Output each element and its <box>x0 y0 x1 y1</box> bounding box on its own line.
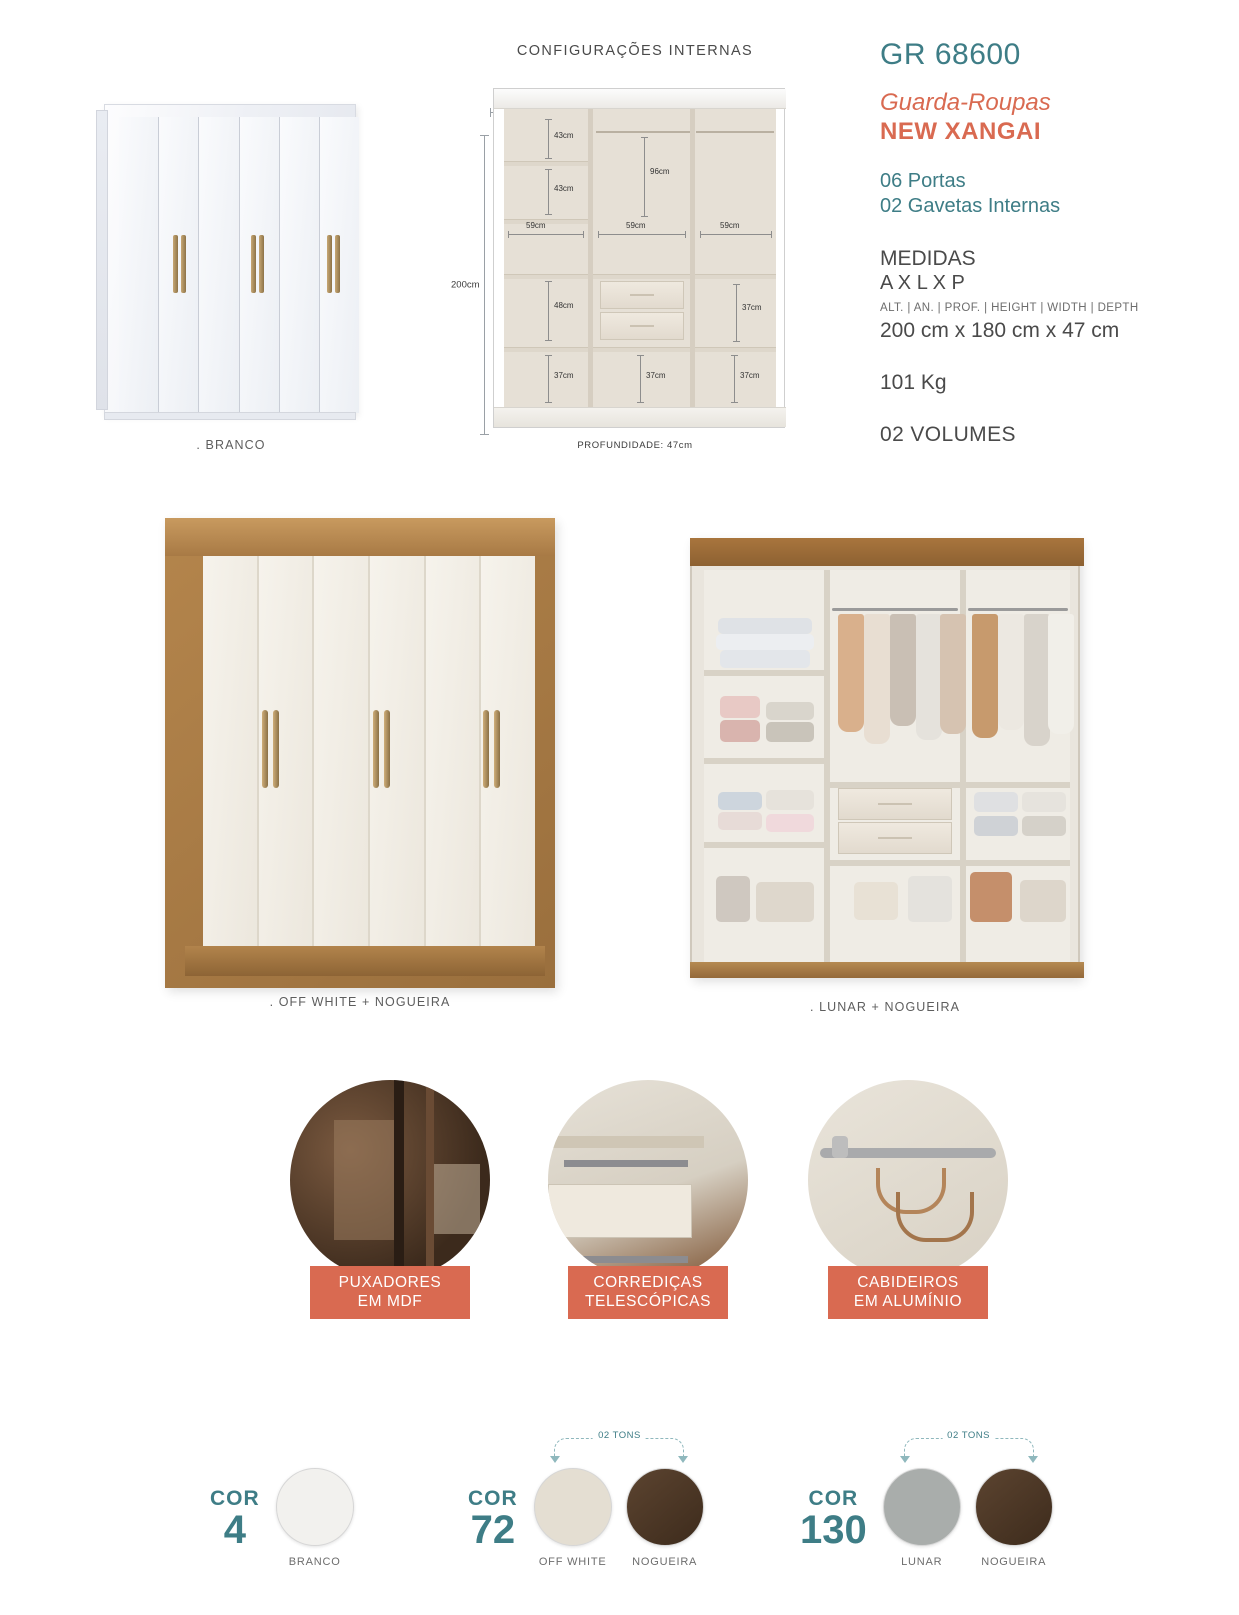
wardrobe-top-cap <box>690 538 1084 566</box>
internal-configuration-diagram <box>451 40 815 460</box>
middle-section <box>0 500 1239 1045</box>
caption-offwhite: . OFF WHITE + NOGUEIRA <box>269 995 451 1009</box>
storage-box <box>1020 880 1066 922</box>
folded-clothes <box>718 792 762 810</box>
feature-cabideiros <box>808 1080 1008 1319</box>
storage-jar <box>908 876 952 922</box>
dim-bottom-left: 37cm <box>554 371 574 380</box>
folded-clothes <box>766 790 814 810</box>
handle-icon <box>384 710 390 788</box>
handle-icon <box>181 235 186 293</box>
color-word: COR <box>808 1487 859 1510</box>
dim-bottom-center: 37cm <box>646 371 666 380</box>
swatch-circle <box>534 1468 612 1546</box>
feature-label-line1: CORREDIÇAS <box>593 1274 703 1291</box>
folded-clothes <box>1022 816 1066 836</box>
handle-icon <box>251 235 256 293</box>
wardrobe-interior-lunar <box>704 570 1070 962</box>
pillow <box>720 650 810 668</box>
swatch-label: NOGUEIRA <box>632 1556 698 1568</box>
measures-legend: ALT. | AN. | PROF. | HEIGHT | WIDTH | DEPTH <box>880 301 1139 314</box>
feature-photo <box>808 1080 1008 1280</box>
shelf <box>593 274 690 279</box>
hanging-rod <box>968 608 1068 611</box>
top-section <box>0 0 1239 480</box>
shelf <box>504 347 588 352</box>
dim-col-center: 59cm <box>626 221 646 230</box>
product-info <box>880 38 1210 447</box>
dim-right-mid: 37cm <box>742 303 762 312</box>
color-code <box>468 1487 518 1552</box>
hanging-garment <box>916 614 942 740</box>
feature-photo <box>290 1080 490 1280</box>
folded-clothes <box>974 792 1018 812</box>
door <box>119 117 159 413</box>
features-section <box>0 1080 1239 1340</box>
folded-clothes <box>766 722 814 742</box>
feature-photo <box>548 1080 748 1280</box>
measures-value: 200 cm x 180 cm x 47 cm <box>880 318 1120 342</box>
storage-box <box>756 882 814 922</box>
swatch-lunar <box>883 1430 990 1568</box>
colors-section <box>0 1430 1239 1615</box>
color-option-130 <box>800 1430 1067 1568</box>
handle-icon <box>262 710 268 788</box>
door <box>159 117 199 413</box>
hanging-garment <box>890 614 916 726</box>
swatch-circle <box>626 1468 704 1546</box>
shelf <box>704 758 824 764</box>
color-number: 72 <box>470 1508 516 1552</box>
divider <box>824 570 830 962</box>
shelf <box>695 347 776 352</box>
dim-col-left: 59cm <box>526 221 546 230</box>
folded-clothes <box>718 812 762 830</box>
divider <box>588 109 593 409</box>
handbag <box>970 872 1012 922</box>
product-name-block <box>880 88 1210 147</box>
door <box>314 556 370 946</box>
wardrobe-frame-lunar <box>690 538 1080 978</box>
hanging-garment <box>838 614 864 732</box>
feature-label-line2: EM ALUMÍNIO <box>853 1293 963 1311</box>
shelf <box>593 347 690 352</box>
color-code <box>210 1487 260 1552</box>
swatch-nogueira <box>626 1468 704 1568</box>
folded-clothes <box>766 702 814 720</box>
two-tones-indicator <box>544 1426 694 1460</box>
swatch-circle <box>276 1468 354 1546</box>
color-number: 4 <box>223 1508 246 1552</box>
handle-icon <box>259 235 264 293</box>
height-dimension-label: 200cm <box>451 279 480 291</box>
feature-label <box>828 1266 988 1319</box>
shelf <box>966 860 1070 866</box>
wardrobe-body-white <box>104 104 356 414</box>
product-image-lunar <box>690 538 1080 978</box>
swatch-label: NOGUEIRA <box>981 1556 1047 1568</box>
hanging-rod <box>832 608 958 611</box>
cabinet-base <box>494 407 786 427</box>
folded-clothes <box>1022 792 1066 812</box>
wardrobe-base <box>690 962 1084 978</box>
depth-label: PROFUNDIDADE: 47cm <box>577 440 693 451</box>
feature-label-line1: PUXADORES <box>338 1274 442 1291</box>
hanging-garment <box>1048 614 1074 734</box>
handle-icon <box>327 235 332 293</box>
wardrobe-side-panel <box>96 110 108 410</box>
color-word: COR <box>210 1487 260 1510</box>
folded-clothes <box>720 696 760 718</box>
drawer <box>600 312 684 340</box>
wardrobe-top-cap <box>165 518 555 556</box>
hanging-rod <box>696 131 774 133</box>
drawer <box>600 281 684 309</box>
hanging-rod <box>596 131 690 133</box>
swatch-circle <box>883 1468 961 1546</box>
color-code <box>800 1487 867 1552</box>
swatch-label: BRANCO <box>288 1556 341 1568</box>
shelf <box>704 842 824 848</box>
shelf <box>504 219 588 224</box>
dim-bottom-right: 37cm <box>740 371 760 380</box>
swatch-off-white <box>534 1430 641 1568</box>
door <box>199 117 239 413</box>
handle-icon <box>273 710 279 788</box>
wardrobe-frame-offwhite <box>165 518 555 988</box>
dim-shelf-a: 43cm <box>554 131 574 140</box>
dim-shelf-b: 43cm <box>554 184 574 193</box>
shoes <box>854 882 898 920</box>
shelf <box>504 274 588 279</box>
diagram-title: CONFIGURAÇÕES INTERNAS <box>516 43 754 59</box>
measures-axis: A X L X P <box>880 271 965 294</box>
caption-lunar: . LUNAR + NOGUEIRA <box>809 1000 961 1014</box>
cabinet-interior <box>504 109 776 409</box>
product-specs <box>880 169 1210 220</box>
hanging-garment <box>998 614 1024 730</box>
measures-block <box>880 246 1210 295</box>
two-tones-indicator <box>894 1426 1044 1460</box>
feature-label-line2: TELESCÓPICAS <box>584 1293 712 1311</box>
door <box>481 556 535 946</box>
shelf <box>695 274 776 279</box>
hanging-garment <box>940 614 966 734</box>
product-image-offwhite <box>165 518 555 988</box>
door <box>280 117 320 413</box>
spec-doors: 06 Portas <box>880 169 966 192</box>
folded-linen <box>716 634 814 650</box>
spec-drawers: 02 Gavetas Internas <box>880 195 1061 218</box>
shelf <box>704 670 824 676</box>
folded-linen <box>718 618 812 634</box>
wardrobe-base <box>185 946 545 976</box>
door <box>426 556 482 946</box>
caption-branco: . BRANCO <box>196 438 266 452</box>
height-dimension <box>451 135 493 435</box>
cabinet-top <box>494 89 786 109</box>
handle-icon <box>373 710 379 788</box>
cabinet-cutaway <box>493 88 785 428</box>
color-number: 130 <box>800 1508 867 1552</box>
dim-col-right: 59cm <box>720 221 740 230</box>
handle-icon <box>335 235 340 293</box>
product-type: Guarda-Roupas <box>880 89 1051 116</box>
door <box>203 556 259 946</box>
color-option-72 <box>468 1430 718 1568</box>
dim-hang-top: 96cm <box>650 167 670 176</box>
shelf <box>966 782 1070 788</box>
handle-icon <box>494 710 500 788</box>
handle-icon <box>483 710 489 788</box>
hanging-garment <box>1024 614 1050 746</box>
swatch-branco <box>276 1468 354 1568</box>
hanging-garment <box>864 614 890 744</box>
drawer <box>838 788 952 820</box>
swatch-circle <box>975 1468 1053 1546</box>
feature-puxadores <box>290 1080 490 1319</box>
product-sku: GR 68600 <box>880 38 1021 71</box>
divider <box>690 109 695 409</box>
two-tones-label: 02 TONS <box>593 1430 646 1441</box>
handle-icon <box>173 235 178 293</box>
feature-label-line1: CABIDEIROS <box>857 1274 959 1291</box>
feature-label <box>310 1266 470 1319</box>
product-volumes: 02 VOLUMES <box>880 422 1016 446</box>
wardrobe-doors-white <box>119 117 359 413</box>
swatch-label: OFF WHITE <box>538 1556 607 1568</box>
product-image-branco <box>96 96 366 426</box>
swatch-label: LUNAR <box>901 1556 943 1568</box>
folded-clothes <box>974 816 1018 836</box>
feature-corredicas <box>548 1080 748 1319</box>
two-tones-label: 02 TONS <box>942 1430 995 1441</box>
color-option-4 <box>210 1468 368 1568</box>
shelf <box>830 860 960 866</box>
hanging-garment <box>972 614 998 738</box>
drawer <box>838 822 952 854</box>
feature-label-line2: EM MDF <box>357 1293 423 1311</box>
product-model: NEW XANGAI <box>880 118 1041 146</box>
folded-clothes <box>720 720 760 742</box>
swatch-nogueira <box>975 1468 1053 1568</box>
measures-title: MEDIDAS <box>880 246 976 270</box>
color-word: COR <box>468 1487 518 1510</box>
shoes <box>716 876 750 922</box>
feature-label <box>568 1266 728 1319</box>
folded-clothes <box>766 814 814 832</box>
wardrobe-base <box>104 412 356 420</box>
product-weight: 101 Kg <box>880 370 947 394</box>
shelf <box>504 161 588 166</box>
dim-drawer-zone: 48cm <box>554 301 574 310</box>
